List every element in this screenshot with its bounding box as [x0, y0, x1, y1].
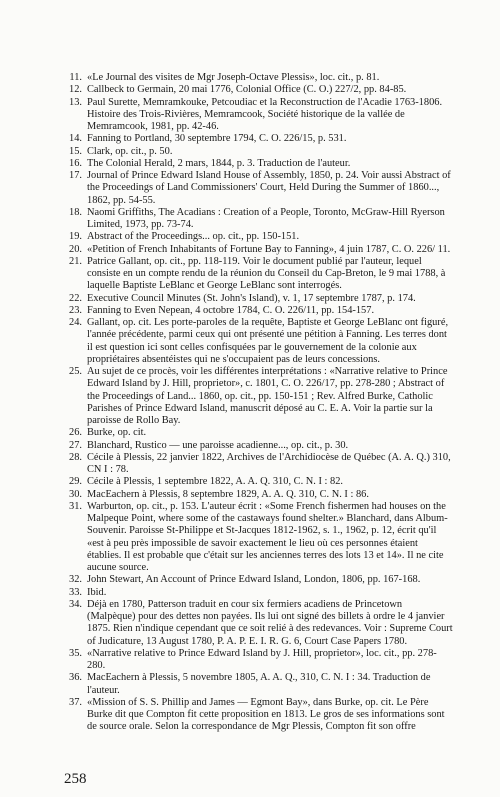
endnote-number: 25. — [69, 366, 82, 377]
endnote-number: 27. — [69, 439, 82, 451]
endnote-number: 35. — [69, 647, 82, 659]
endnote-number: 33. — [69, 586, 82, 598]
endnote-item — [60, 501, 453, 575]
endnote-item — [60, 207, 453, 232]
endnote-number: 24. — [69, 317, 82, 328]
endnote-number: 21. — [69, 255, 82, 267]
endnote-text: The Colonial Herald, 2 mars, 1844, p. 3. Traduction de l'auteur. — [87, 157, 351, 169]
endnote-item — [60, 158, 453, 170]
endnote-text: Abstract of the Proceedings... op. cit., pp. 150-151. — [87, 231, 300, 243]
endnotes-list — [60, 72, 453, 734]
endnote-number: 26. — [69, 427, 82, 439]
endnote-number: 36. — [69, 672, 82, 684]
endnote-item — [60, 697, 453, 734]
endnote-text: Fanning to Even Nepean, 4 octobre 1784, C. O. 226/11, pp. 154-157. — [87, 304, 375, 316]
endnote-text: Journal of Prince Edward Island House of Assembly, 1850, p. 24. Voir aussi Abstract of the Proceedings of Land Commissioners' Court, Held During the Summer of 1860..., 1862, pp. 54-55. — [87, 170, 451, 206]
endnote-number: 15. — [69, 145, 82, 157]
endnote-item — [60, 231, 453, 243]
endnote-text: Patrice Gallant, op. cit., pp. 118-119. Voir le document publié par l'auteur, lequel consiste en un compte rendu de la réunion du Conseil du Cap-Breton, le 9 mai 1788, à laquelle Baptiste LeBlanc et George LeBlanc sont interrogés. — [87, 255, 446, 292]
endnote-number: 11. — [69, 72, 82, 83]
endnote-number: 29. — [69, 476, 82, 488]
endnote-text: Paul Surette, Memramkouke, Petcoudiac et la Reconstruction de l'Acadie 1763-1806. Histoire des Trois-Rivières, Memramcook, Société historique de la vallée de Memramcook, 1981, pp. 42-46. — [87, 96, 443, 132]
endnote-text: Naomi Griffiths, The Acadians : Creation of a People, Toronto, McGraw-Hill Ryerson Limited, 1973, pp. 73-74. — [87, 206, 445, 230]
endnote-item — [60, 599, 453, 648]
page-number: 258 — [64, 771, 87, 787]
endnote-text: Fanning to Portland, 30 septembre 1794, C. O. 226/15, p. 531. — [87, 133, 347, 145]
endnote-item — [60, 146, 453, 158]
endnote-item — [60, 440, 453, 452]
endnote-item — [60, 72, 453, 84]
endnote-text: «Narrative relative to Prince Edward Island by J. Hill, proprietor», loc. cit., pp. 278-280. — [87, 647, 437, 671]
endnote-item — [60, 427, 453, 439]
endnote-item — [60, 305, 453, 317]
endnote-number: 28. — [69, 451, 82, 463]
endnote-number: 13. — [69, 96, 82, 108]
endnote-number: 22. — [69, 292, 82, 304]
endnote-item — [60, 293, 453, 305]
endnote-number: 37. — [69, 696, 82, 708]
endnote-text: Gallant, op. cit. Les porte-paroles de la requête, Baptiste et George LeBlanc ont figuré, l'année précédente, parmi ceux qui ont présenté une pétition à Fanning. Les terres dont il est question ici sont celles confisquées par le gouvernement de la colonie aux propriétaires absentéistes qui ne s'occupaient pas de leurs concessions. — [87, 317, 449, 365]
endnote-number: 18. — [69, 206, 82, 218]
endnote-item — [60, 574, 453, 586]
endnote-number: 30. — [69, 488, 82, 500]
endnote-number: 19. — [69, 231, 82, 243]
endnote-item — [60, 452, 453, 477]
endnote-text: «Le Journal des visites de Mgr Joseph-Octave Plessis», loc. cit., p. 81. — [87, 72, 380, 83]
endnote-text: Warburton, op. cit., p. 153. L'auteur écrit : «Some French fishermen had houses on the Malpeque Point, where some of the castaways found shelter.» Blanchard, dans Album-Souvenir. Paroisse St-Philippe et St-Jacques 1812-1962, s. 1., 1962, p. 12, écrit qu'il «est à peu près impossible de savoir exactement le lieu où ces personnes étaient établies. Il est probable que c'était sur les anciennes terres des lots 13 et 14». Il ne cite aucune source. — [87, 500, 448, 573]
endnote-item — [60, 170, 453, 207]
endnote-text: Cécile à Plessis, 22 janvier 1822, Archives de l'Archidiocèse de Québec (A. A. Q.) 310, CN I : 78. — [87, 451, 451, 475]
endnote-item — [60, 84, 453, 96]
endnote-number: 14. — [69, 133, 82, 145]
endnote-item — [60, 672, 453, 697]
endnote-number: 31. — [69, 500, 82, 512]
endnote-number: 20. — [69, 243, 82, 255]
endnote-text: MacEachern à Plessis, 5 novembre 1805, A. A. Q., 310, C. N. I : 34. Traduction de l'auteur. — [87, 672, 431, 696]
endnote-item — [60, 489, 453, 501]
endnote-number: 17. — [69, 170, 82, 181]
endnote-text: Clark, op. cit., p. 50. — [87, 145, 173, 157]
endnote-item — [60, 244, 453, 256]
endnote-item — [60, 97, 453, 134]
endnote-text: John Stewart, An Account of Prince Edward Island, London, 1806, pp. 167-168. — [87, 574, 421, 586]
endnote-item — [60, 317, 453, 366]
endnote-item — [60, 648, 453, 673]
endnote-text: Burke, op. cit. — [87, 427, 147, 439]
endnote-item — [60, 476, 453, 488]
endnote-text: Callbeck to Germain, 20 mai 1776, Colonial Office (C. O.) 227/2, pp. 84-85. — [87, 84, 407, 96]
endnote-text: Au sujet de ce procès, voir les différentes interprétations : «Narrative relative to Prince Edward Island by J. Hill, proprietor», c. 1801, C. O. 226/17, pp. 278-280 ; Abstract of the Proceedings of Land... 1860, op. cit., pp. 150-151 ; Rev. Alfred Burke, Catholic Parishes of Prince Edward Island, manuscrit déposé au C. E. A. Voir la partie sur la paroisse de Rollo Bay. — [87, 366, 448, 426]
endnote-text: Executive Council Minutes (St. John's Island), v. 1, 17 septembre 1787, p. 174. — [87, 292, 416, 304]
endnote-item — [60, 587, 453, 599]
endnote-item — [60, 256, 453, 293]
endnote-text: Déjà en 1780, Patterson traduit en cour six fermiers acadiens de Princetown (Malpèque) pour des dettes non payées. Ils lui ont signé des billets à ordre le 4 janvier 1875. Rien n'indique cependant que ce soit relié à des redevances. Voir : Supreme Court of Judicature, 13 August 1780, P. A. P. E. I. R. G. 6, Court Case Papers 1780. — [87, 598, 453, 647]
endnote-text: Cécile à Plessis, 1 septembre 1822, A. A. Q. 310, C. N. I : 82. — [87, 476, 343, 488]
endnote-number: 12. — [69, 84, 82, 96]
endnote-item — [60, 366, 453, 427]
endnote-item — [60, 133, 453, 145]
endnote-text: MacEachern à Plessis, 8 septembre 1829, A. A. Q. 310, C. N. I : 86. — [87, 488, 369, 500]
endnote-number: 16. — [69, 157, 82, 169]
endnote-text: Blanchard, Rustico — une paroisse acadienne..., op. cit., p. 30. — [87, 439, 349, 451]
endnote-text: «Mission of S. S. Phillip and James — Egmont Bay», dans Burke, op. cit. Le Père Burke dit que Compton fit cette proposition en 1813. Le gros de ses informations sont de source orale. Selon la correspondance de Mgr Plessis, Compton fit son offre — [87, 696, 445, 733]
endnote-number: 23. — [69, 304, 82, 316]
endnote-text: Ibid. — [87, 586, 107, 598]
endnote-number: 32. — [69, 574, 82, 586]
endnote-text: «Petition of French Inhabitants of Fortune Bay to Fanning», 4 juin 1787, C. O. 226/ 11. — [87, 243, 451, 255]
endnote-number: 34. — [69, 598, 82, 610]
